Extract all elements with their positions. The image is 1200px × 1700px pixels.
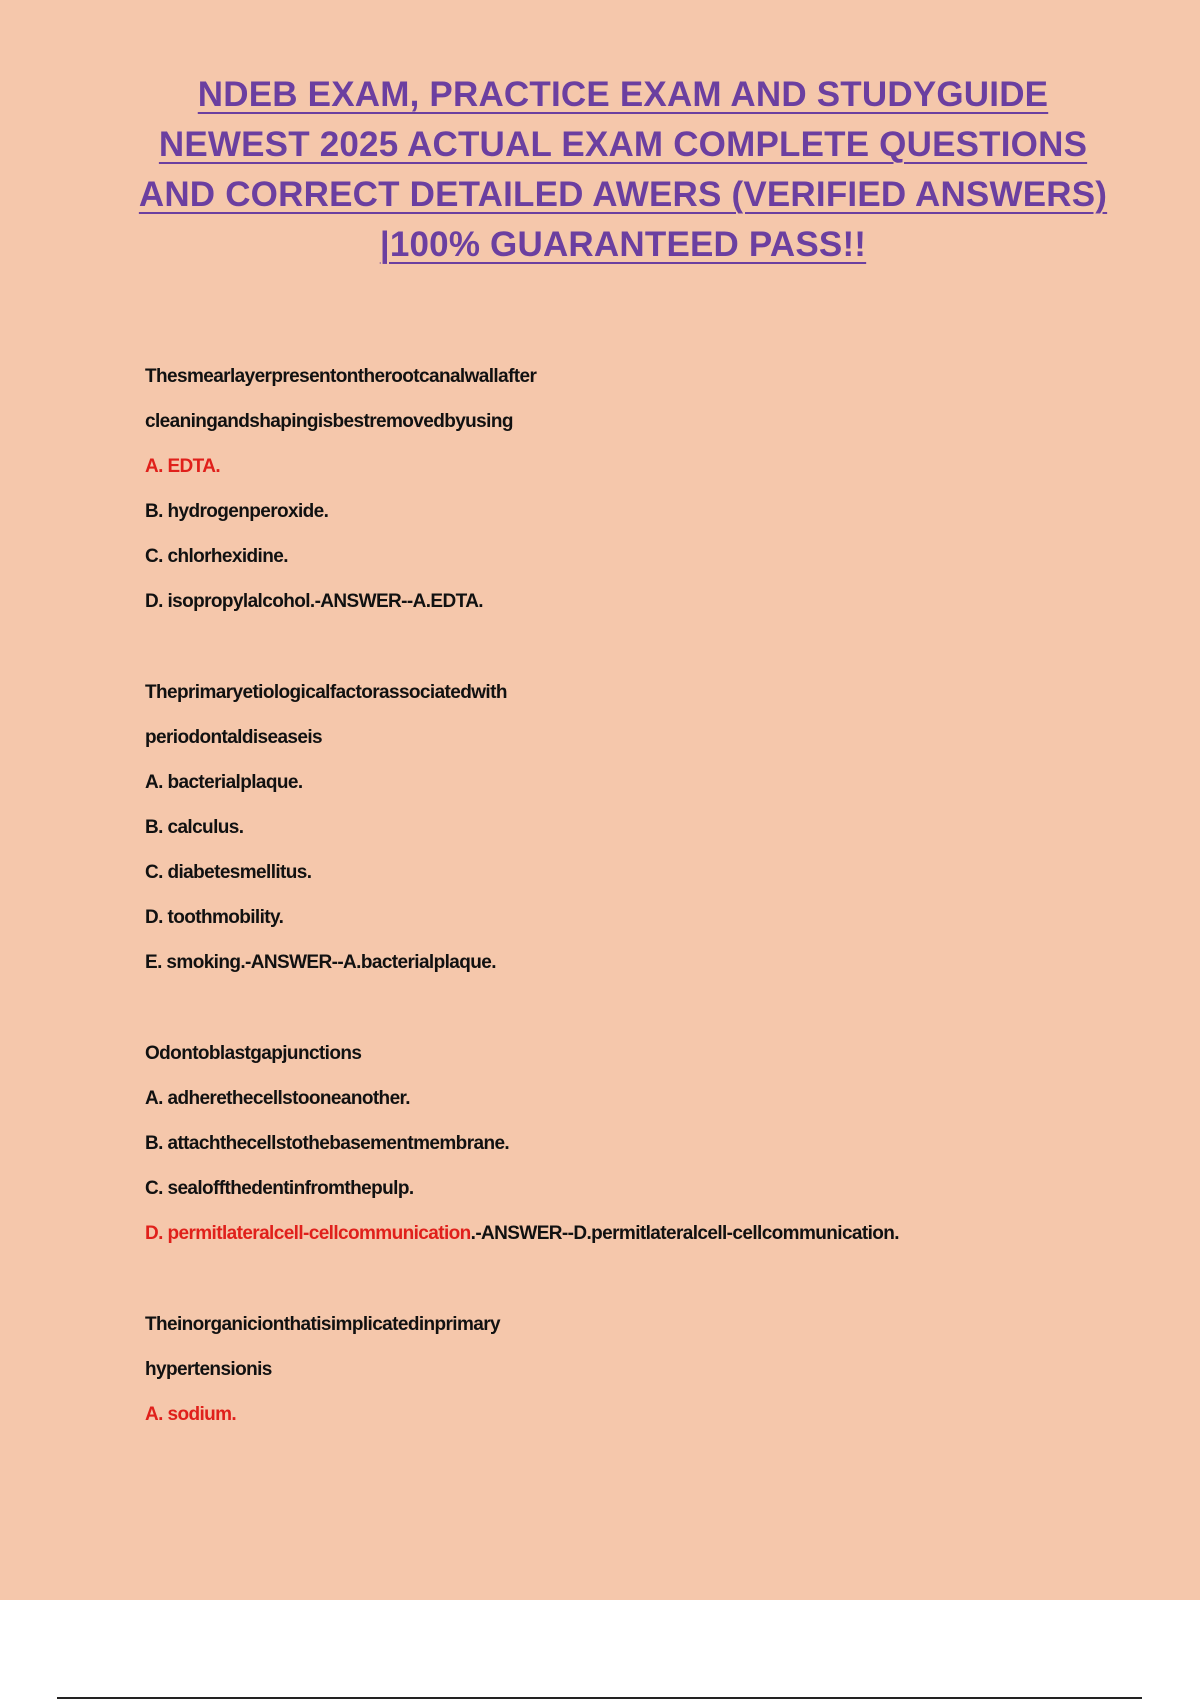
- title-line-3: AND CORRECT DETAILED AWERS (VERIFIED ANSWERS): [138, 175, 1108, 214]
- option-with-answer: [145, 1215, 1145, 1260]
- option-with-answer: E. smoking.-ANSWER--A.bacterialplaque.: [145, 952, 496, 973]
- question-spacer: [145, 989, 1145, 1035]
- question-block-2: [145, 674, 1145, 989]
- question-spacer: [145, 628, 1145, 674]
- option: B. attachthecellstothebasementmembrane.: [145, 1133, 510, 1154]
- option: D. toothmobility.: [145, 907, 284, 928]
- correct-option: A. sodium.: [145, 1404, 237, 1425]
- option: C. diabetesmellitus.: [145, 862, 312, 883]
- option: A. adherethecellstooneanother.: [145, 1088, 410, 1109]
- option: B. calculus.: [145, 817, 244, 838]
- document-title: [120, 70, 1126, 270]
- title-line-1: NDEB EXAM, PRACTICE EXAM AND STUDYGUIDE: [197, 75, 1049, 114]
- question-stem: Odontoblastgapjunctions: [145, 1043, 362, 1064]
- question-stem-continued: cleaningandshapingisbestremovedbyusing: [145, 411, 513, 432]
- question-stem-continued: periodontaldiseaseis: [145, 727, 323, 748]
- page-footer-rule: [57, 1697, 1142, 1699]
- question-stem: Theprimaryetiologicalfactorassociatedwith: [145, 682, 507, 703]
- option: A. bacterialplaque.: [145, 772, 303, 793]
- title-line-4: |100% GUARANTEED PASS!!: [379, 225, 867, 264]
- option: B. hydrogenperoxide.: [145, 501, 329, 522]
- option-with-answer: D. isopropylalcohol.-ANSWER--A.EDTA.: [145, 591, 483, 612]
- option: C. sealoffthedentinfromthepulp.: [145, 1178, 414, 1199]
- correct-option: A. EDTA.: [145, 456, 221, 477]
- question-block-3: [145, 1035, 1145, 1260]
- question-block-4: [145, 1306, 1145, 1441]
- option: C. chlorhexidine.: [145, 546, 288, 567]
- title-line-2: NEWEST 2025 ACTUAL EXAM COMPLETE QUESTIONS: [158, 125, 1088, 164]
- question-list: [145, 358, 1145, 1441]
- question-block-1: [145, 358, 1145, 628]
- question-stem: Thesmearlayerpresentontherootcanalwallafter: [145, 366, 537, 387]
- answer-text: .-ANSWER--D.permitlateralcell-cellcommunication.: [470, 1223, 899, 1244]
- question-spacer: [145, 1260, 1145, 1306]
- correct-option-highlight: D. permitlateralcell-cellcommunication: [145, 1223, 471, 1244]
- question-stem-continued: hypertensionis: [145, 1359, 272, 1380]
- question-stem: Theinorganicionthatisimplicatedinprimary: [145, 1314, 501, 1335]
